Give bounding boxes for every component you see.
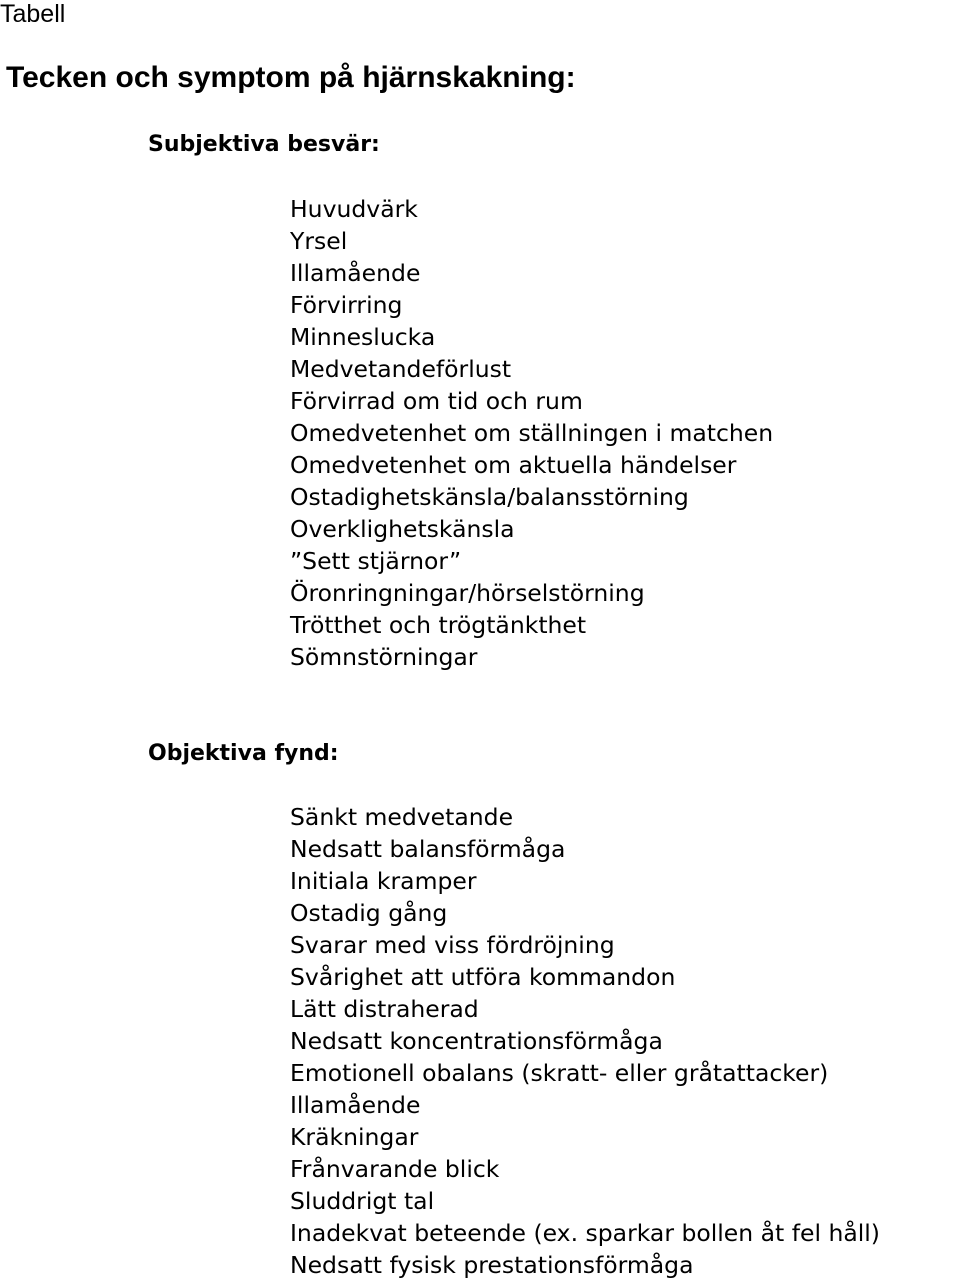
list-item: Svårighet att utföra kommandon — [290, 963, 676, 991]
list-item: Medvetandeförlust — [290, 355, 512, 383]
list-item: Frånvarande blick — [290, 1155, 500, 1183]
list-item: Förvirrad om tid och rum — [290, 387, 583, 415]
list-item: ”Sett stjärnor” — [290, 547, 462, 575]
list-item: Trötthet och trögtänkthet — [290, 611, 587, 639]
list-item: Nedsatt fysisk prestationsförmåga — [290, 1251, 694, 1279]
list-item: Kräkningar — [290, 1123, 419, 1151]
page-title: Tecken och symptom på hjärnskakning: — [6, 61, 576, 94]
list-item: Illamående — [290, 1091, 421, 1119]
list-item: Overklighetskänsla — [290, 515, 515, 543]
list-item: Sänkt medvetande — [290, 803, 514, 831]
table-label: Tabell — [0, 0, 66, 28]
list-item: Emotionell obalans (skratt- eller gråtattacker) — [290, 1059, 829, 1087]
list-item: Öronringningar/hörselstörning — [290, 579, 645, 607]
list-item: Ostadighetskänsla/balansstörning — [290, 483, 689, 511]
list-item: Omedvetenhet om aktuella händelser — [290, 451, 737, 479]
list-item: Lätt distraherad — [290, 995, 479, 1023]
list-item: Nedsatt koncentrationsförmåga — [290, 1027, 663, 1055]
objective-finding-list — [290, 801, 880, 1281]
list-item: Nedsatt balansförmåga — [290, 835, 566, 863]
list-item: Initiala kramper — [290, 867, 477, 895]
list-item: Ostadig gång — [290, 899, 448, 927]
list-item: Yrsel — [290, 227, 348, 255]
subjective-symptom-list — [290, 193, 773, 673]
list-item: Svarar med viss fördröjning — [290, 931, 615, 959]
list-item: Sömnstörningar — [290, 643, 478, 671]
list-item: Omedvetenhet om ställningen i matchen — [290, 419, 774, 447]
section-heading-subjective: Subjektiva besvär: — [148, 132, 380, 157]
list-item: Illamående — [290, 259, 421, 287]
list-item: Förvirring — [290, 291, 403, 319]
list-item: Sluddrigt tal — [290, 1187, 435, 1215]
list-item: Huvudvärk — [290, 195, 418, 223]
section-heading-objective: Objektiva fynd: — [148, 741, 339, 766]
list-item: Inadekvat beteende (ex. sparkar bollen åt fel håll) — [290, 1219, 880, 1247]
list-item: Minneslucka — [290, 323, 436, 351]
